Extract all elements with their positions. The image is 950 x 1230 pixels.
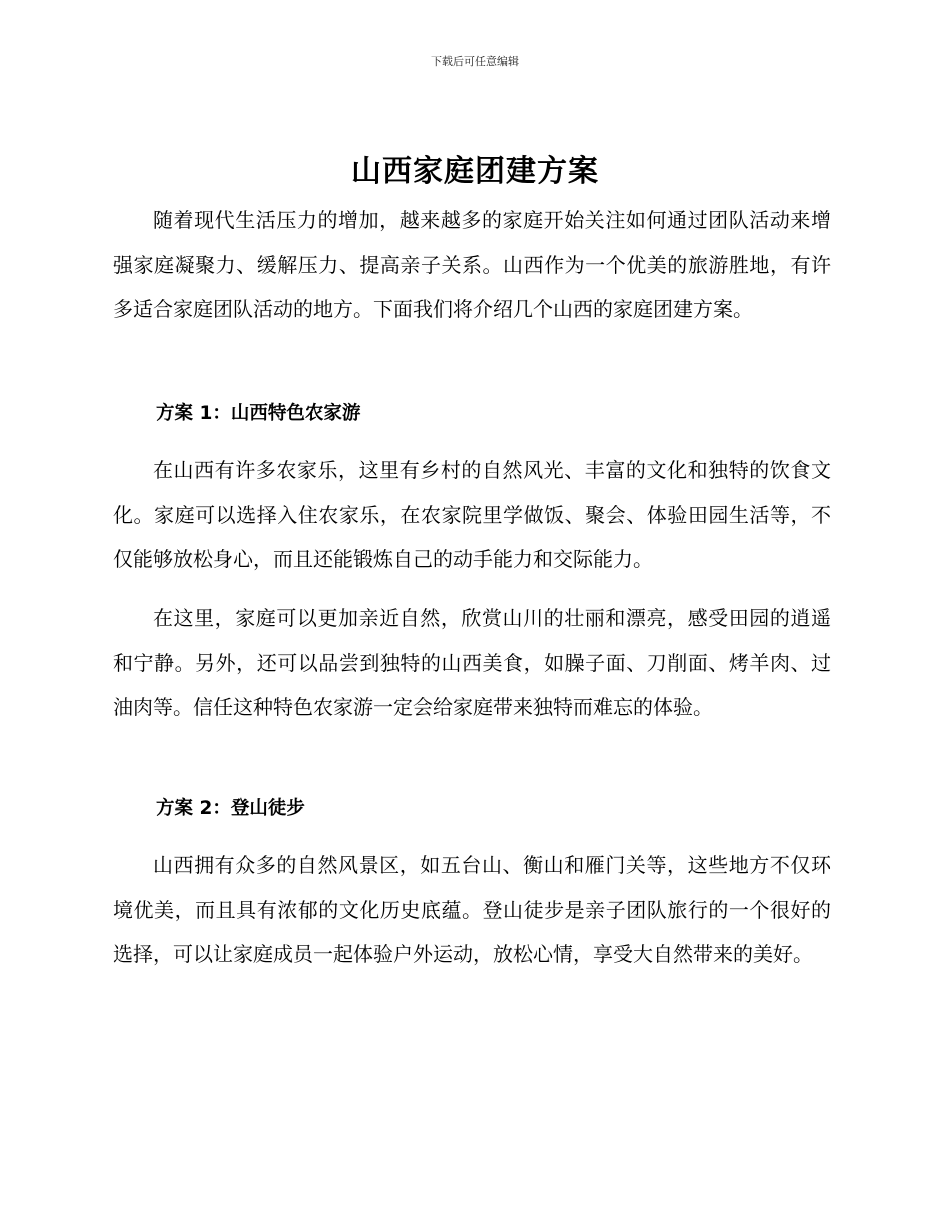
section-heading-plan-2: 方案 2：登山徒步 (156, 798, 305, 819)
plan-1-paragraph-1: 在山西有许多农家乐，这里有乡村的自然风光、丰富的文化和独特的饮食文化。家庭可以选择入住农家乐，在农家院里学做饭、聚会、体验田园生活等，不仅能够放松身心，而且还能锻炼自己的动手能力和交际能力。 (113, 458, 831, 571)
document-title: 山西家庭团建方案 (351, 154, 599, 189)
header-note: 下载后可任意编辑 (431, 55, 519, 68)
section-heading-plan-1: 方案 1：山西特色农家游 (156, 403, 361, 424)
plan-2-paragraph-1: 山西拥有众多的自然风景区，如五台山、衡山和雁门关等，这些地方不仅环境优美，而且具有浓郁的文化历史底蕴。登山徒步是亲子团队旅行的一个很好的选择，可以让家庭成员一起体验户外运动，放松心情，享受大自然带来的美好。 (113, 853, 831, 966)
intro-paragraph: 随着现代生活压力的增加，越来越多的家庭开始关注如何通过团队活动来增强家庭凝聚力、缓解压力、提高亲子关系。山西作为一个优美的旅游胜地，有许多适合家庭团队活动的地方。下面我们将介绍几个山西的家庭团建方案。 (113, 208, 831, 321)
plan-1-paragraph-2: 在这里，家庭可以更加亲近自然，欣赏山川的壮丽和漂亮，感受田园的逍遥和宁静。另外，还可以品尝到独特的山西美食，如臊子面、刀削面、烤羊肉、过油肉等。信任这种特色农家游一定会给家庭带来独特而难忘的体验。 (113, 606, 831, 719)
